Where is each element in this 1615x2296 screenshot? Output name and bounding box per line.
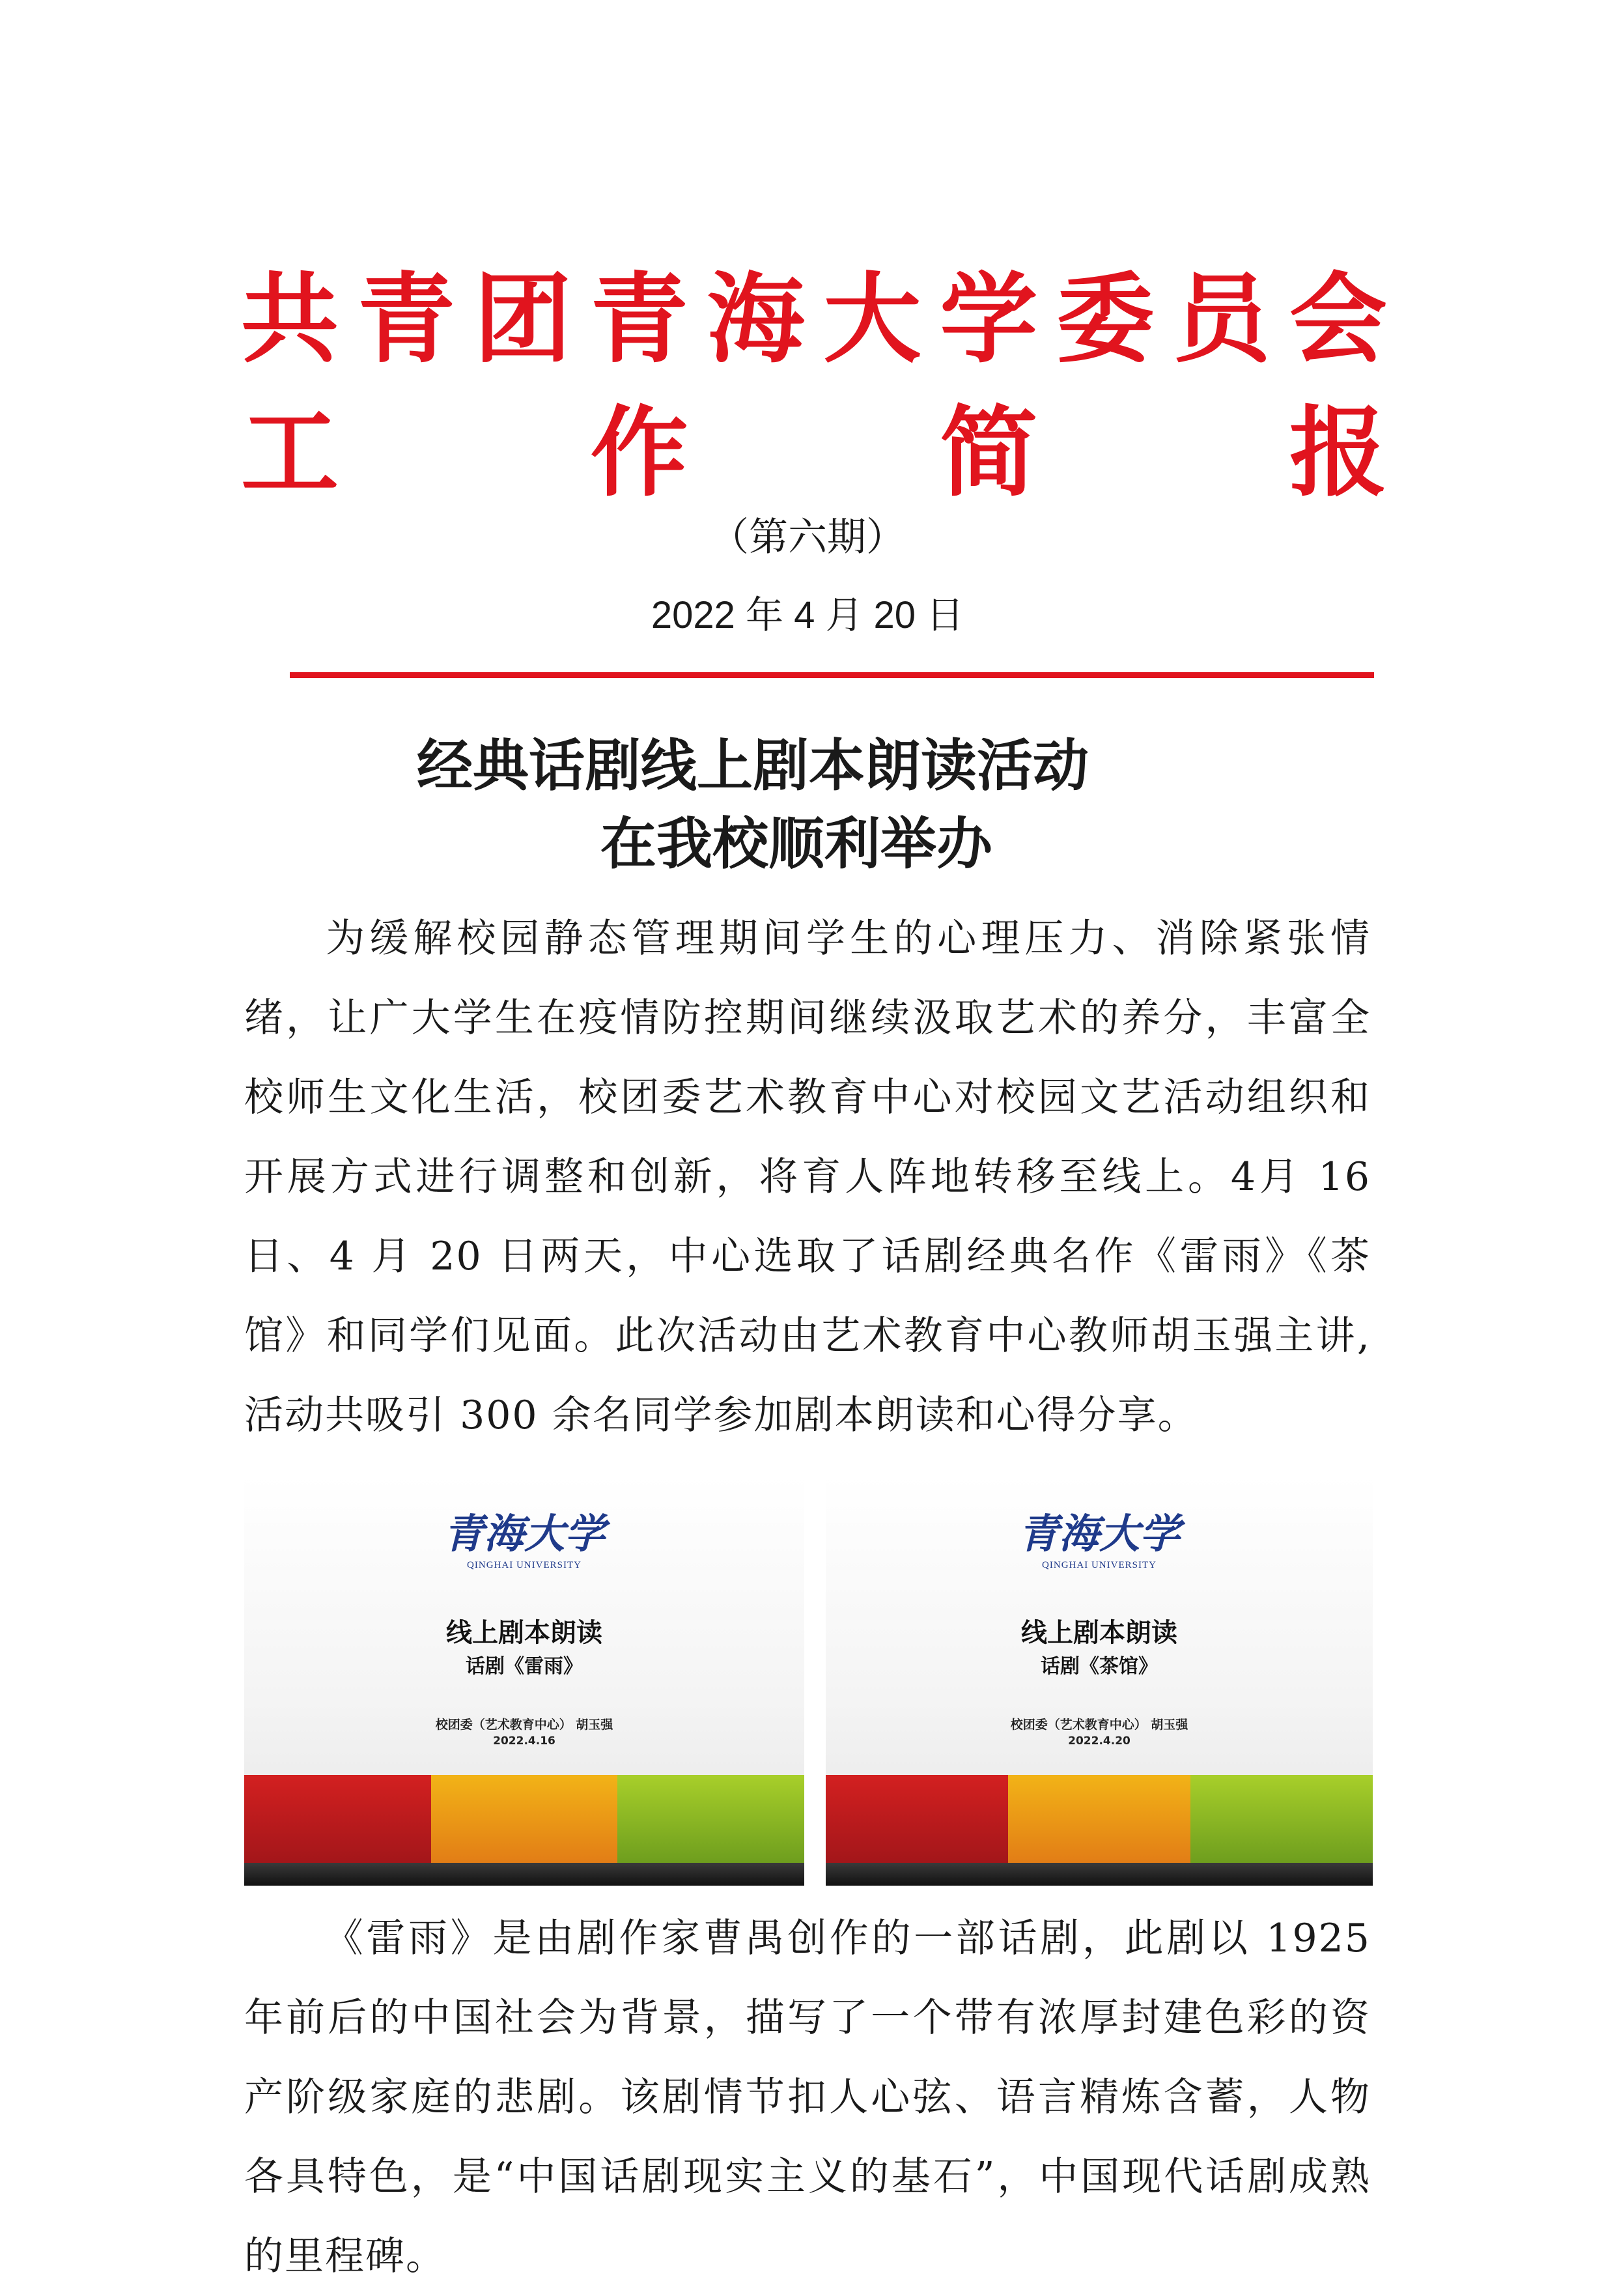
article-headline: 经典话剧线上剧本朗读活动	[417, 733, 1089, 799]
slide-host: 校团委（艺术教育中心） 胡玉强	[1010, 1718, 1188, 1732]
red-band	[244, 1775, 431, 1863]
masthead-char: 会	[1289, 262, 1387, 376]
slide-image-chaguan	[826, 1475, 1373, 1886]
masthead-char: 简	[940, 395, 1038, 510]
masthead-char: 大	[823, 262, 921, 376]
slide-footer-bar	[244, 1863, 804, 1886]
article-headline-line2: 在我校顺利举办	[600, 811, 992, 877]
color-bands	[826, 1775, 1373, 1863]
masthead-title	[241, 264, 1387, 375]
slide-host: 校团委（艺术教育中心） 胡玉强	[435, 1718, 613, 1732]
university-logo-en: QINGHAI UNIVERSITY	[467, 1560, 582, 1570]
slide-subtitle: 话剧《雷雨》	[466, 1655, 583, 1678]
slide-footer-bar	[826, 1863, 1373, 1886]
red-divider	[290, 672, 1374, 678]
orange-band	[1008, 1775, 1190, 1863]
university-logo-en: QINGHAI UNIVERSITY	[1042, 1560, 1157, 1570]
orange-band	[431, 1775, 618, 1863]
masthead-char: 员	[1173, 262, 1271, 376]
masthead-char: 工	[241, 395, 339, 510]
masthead-char: 作	[590, 395, 688, 510]
masthead-char: 青	[357, 262, 455, 376]
red-band	[826, 1775, 1008, 1863]
masthead-char: 报	[1289, 395, 1387, 510]
slide-title: 线上剧本朗读	[446, 1618, 602, 1648]
university-logo-cn: 青海大学	[443, 1510, 605, 1557]
masthead-char: 委	[1056, 262, 1155, 376]
masthead-subtitle	[241, 397, 1387, 508]
masthead-char: 学	[940, 262, 1038, 376]
issue-number: （第六期）	[710, 515, 905, 560]
paragraph-text: 《雷雨》是由剧作家曹禺创作的一部话剧，此剧以 1925 年前后的中国社会为背景，描写了一个带有浓厚封建色彩的资产阶级家庭的悲剧。该剧情节扣人心弦、语言精炼含蓄，人物各具特色，是“中国话剧现实主义的基石”，中国现代话剧成熟的里程碑。	[244, 1916, 1371, 2279]
slide-title: 线上剧本朗读	[1021, 1618, 1177, 1648]
slide-image-leiyu	[244, 1475, 804, 1886]
green-band	[1190, 1775, 1373, 1863]
publish-date: 2022 年 4 月 20 日	[651, 594, 964, 636]
article-paragraph-2	[244, 1899, 1371, 2296]
slide-date: 2022.4.16	[493, 1735, 555, 1748]
slide-date: 2022.4.20	[1068, 1735, 1130, 1748]
university-logo-cn: 青海大学	[1018, 1510, 1180, 1557]
green-band	[617, 1775, 804, 1863]
paragraph-text: 为缓解校园静态管理期间学生的心理压力、消除紧张情绪，让广大学生在疫情防控期间继续汲取艺术的养分，丰富全校师生文化生活，校团委艺术教育中心对校园文艺活动组织和开展方式进行调整和创新，将育人阵地转移至线上。4月 16 日、4 月 20 日两天，中心选取了话剧经典名作《雷雨》《茶馆》和同学们见面。此次活动由艺术教育中心教师胡玉强主讲,活动共吸引 300 余名同学参加剧本朗读和心得分享。	[244, 916, 1371, 1438]
masthead-char: 青	[590, 262, 688, 376]
article-paragraph	[244, 899, 1371, 1455]
masthead-char: 共	[241, 262, 339, 376]
slide-subtitle: 话剧《茶馆》	[1041, 1655, 1158, 1678]
color-bands	[244, 1775, 804, 1863]
masthead-char: 海	[707, 262, 805, 376]
masthead-char: 团	[473, 262, 572, 376]
